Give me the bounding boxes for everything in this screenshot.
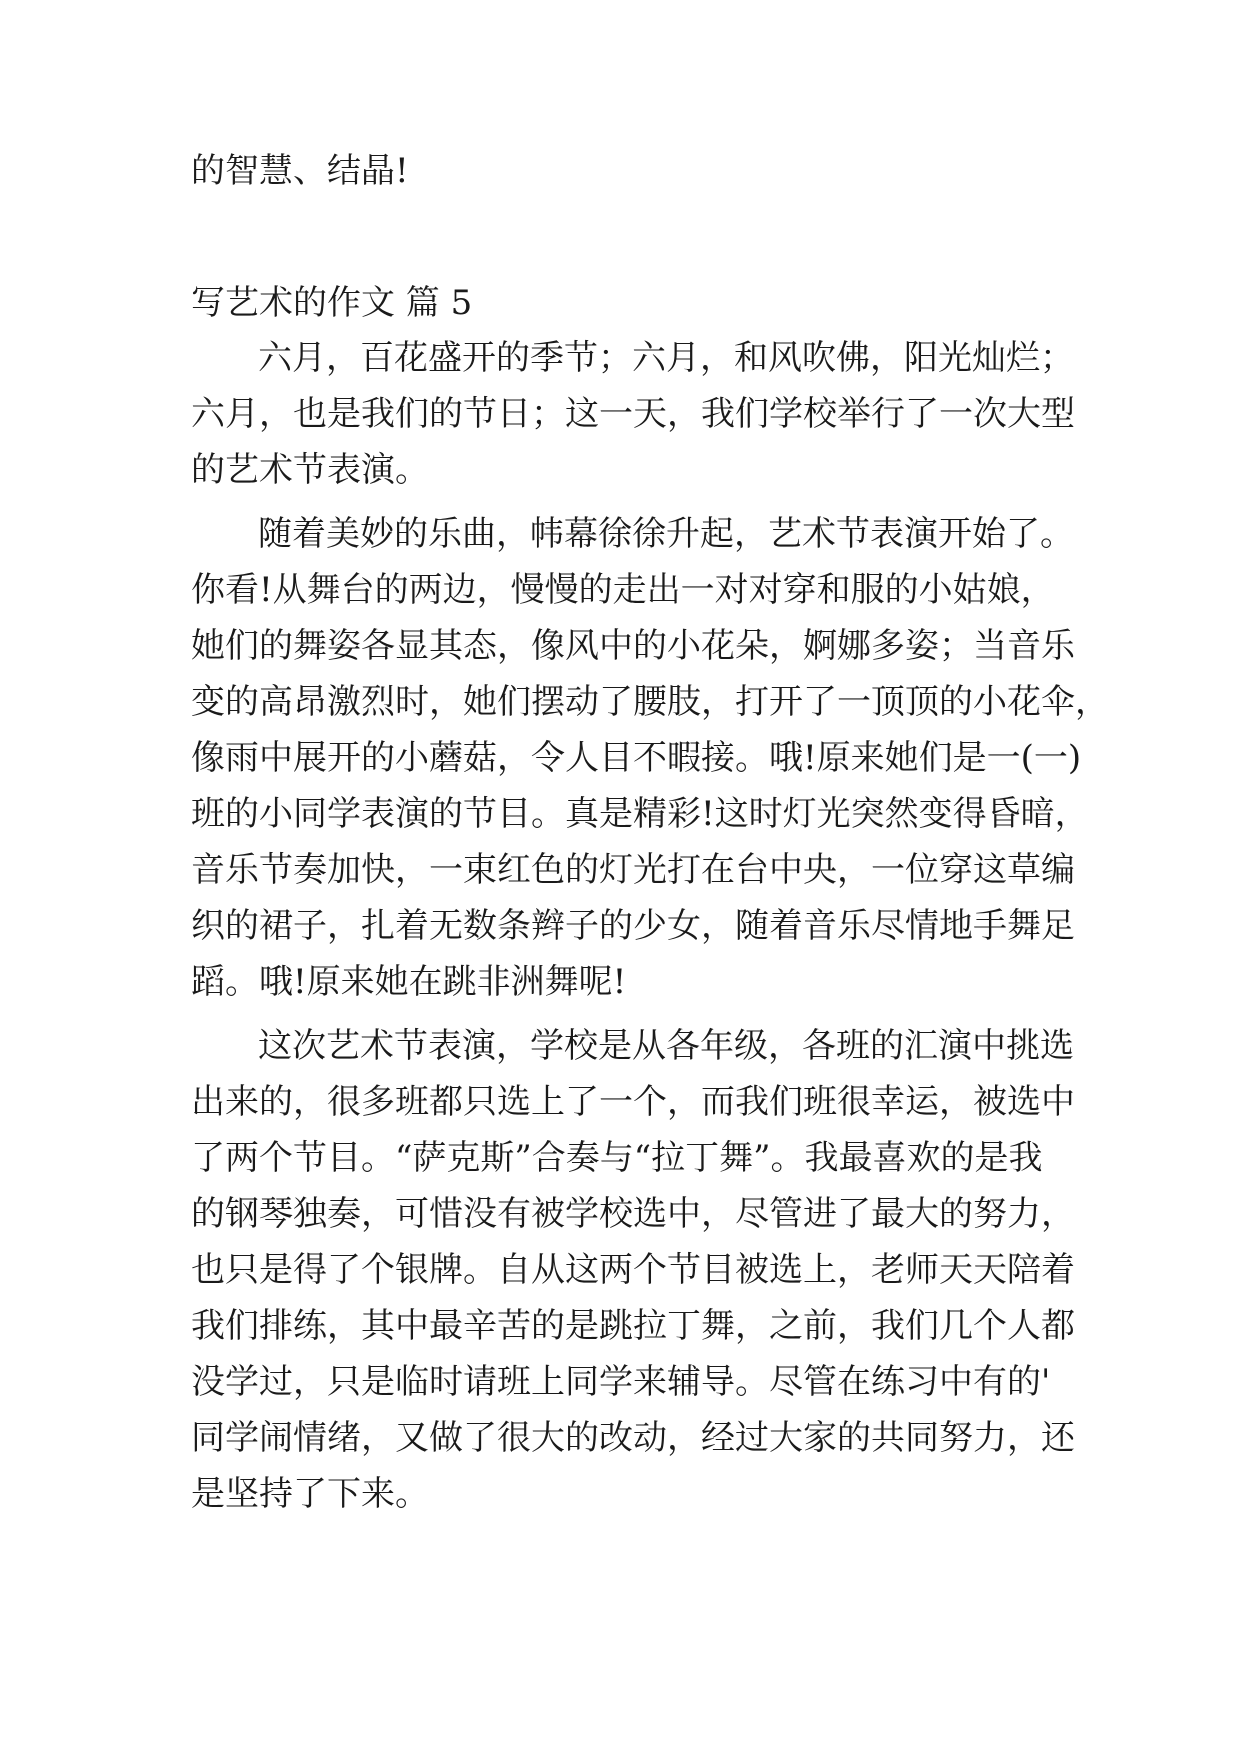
paragraph-line: 是坚持了下来。	[191, 1474, 429, 1514]
paragraph-line: 你看!从舞台的两边，慢慢的走出一对对穿和服的小姑娘，	[191, 570, 1055, 610]
paragraph-line: 音乐节奏加快，一束红色的灯光打在台中央，一位穿这草编	[191, 850, 1075, 890]
paragraph-line: 没学过，只是临时请班上同学来辅导。尽管在练习中有的'	[191, 1362, 1051, 1402]
paragraph-line: 我们排练，其中最辛苦的是跳拉丁舞，之前，我们几个人都	[191, 1306, 1075, 1346]
paragraph-line: 织的裙子，扎着无数条辫子的少女，随着音乐尽情地手舞足	[191, 906, 1075, 946]
section-title: 写艺术的作文 篇 5	[191, 283, 473, 323]
paragraph-line: 六月，也是我们的节日；这一天，我们学校举行了一次大型	[191, 394, 1075, 434]
paragraph-line: 了两个节目。“萨克斯”合奏与“拉丁舞”。我最喜欢的是我	[191, 1138, 1043, 1178]
paragraph-line: 六月，百花盛开的季节；六月，和风吹佛，阳光灿烂；	[258, 338, 1074, 378]
paragraph-line: 的钢琴独奏，可惜没有被学校选中，尽管进了最大的努力，	[191, 1194, 1075, 1234]
paragraph-line: 这次艺术节表演，学校是从各年级，各班的汇演中挑选	[258, 1026, 1074, 1066]
paragraph-line: 也只是得了个银牌。自从这两个节目被选上，老师天天陪着	[191, 1250, 1075, 1290]
paragraph-line: 出来的，很多班都只选上了一个，而我们班很幸运，被选中	[191, 1082, 1075, 1122]
paragraph-line: 变的高昂激烈时，她们摆动了腰肢，打开了一顶顶的小花伞，	[191, 682, 1109, 722]
continuation-line: 的智慧、结晶!	[191, 151, 409, 191]
paragraph-line: 蹈。哦!原来她在跳非洲舞呢!	[191, 962, 627, 1002]
paragraph-line: 班的小同学表演的节目。真是精彩!这时灯光突然变得昏暗，	[191, 794, 1089, 834]
paragraph-line: 像雨中展开的小蘑菇，令人目不暇接。哦!原来她们是一(一)	[191, 738, 1082, 778]
paragraph-line: 的艺术节表演。	[191, 450, 429, 490]
paragraph-line: 她们的舞姿各显其态，像风中的小花朵，婀娜多姿；当音乐	[191, 626, 1075, 666]
paragraph-line: 同学闹情绪，又做了很大的改动，经过大家的共同努力，还	[191, 1418, 1075, 1458]
paragraph-line: 随着美妙的乐曲，帏幕徐徐升起，艺术节表演开始了。	[258, 514, 1074, 554]
